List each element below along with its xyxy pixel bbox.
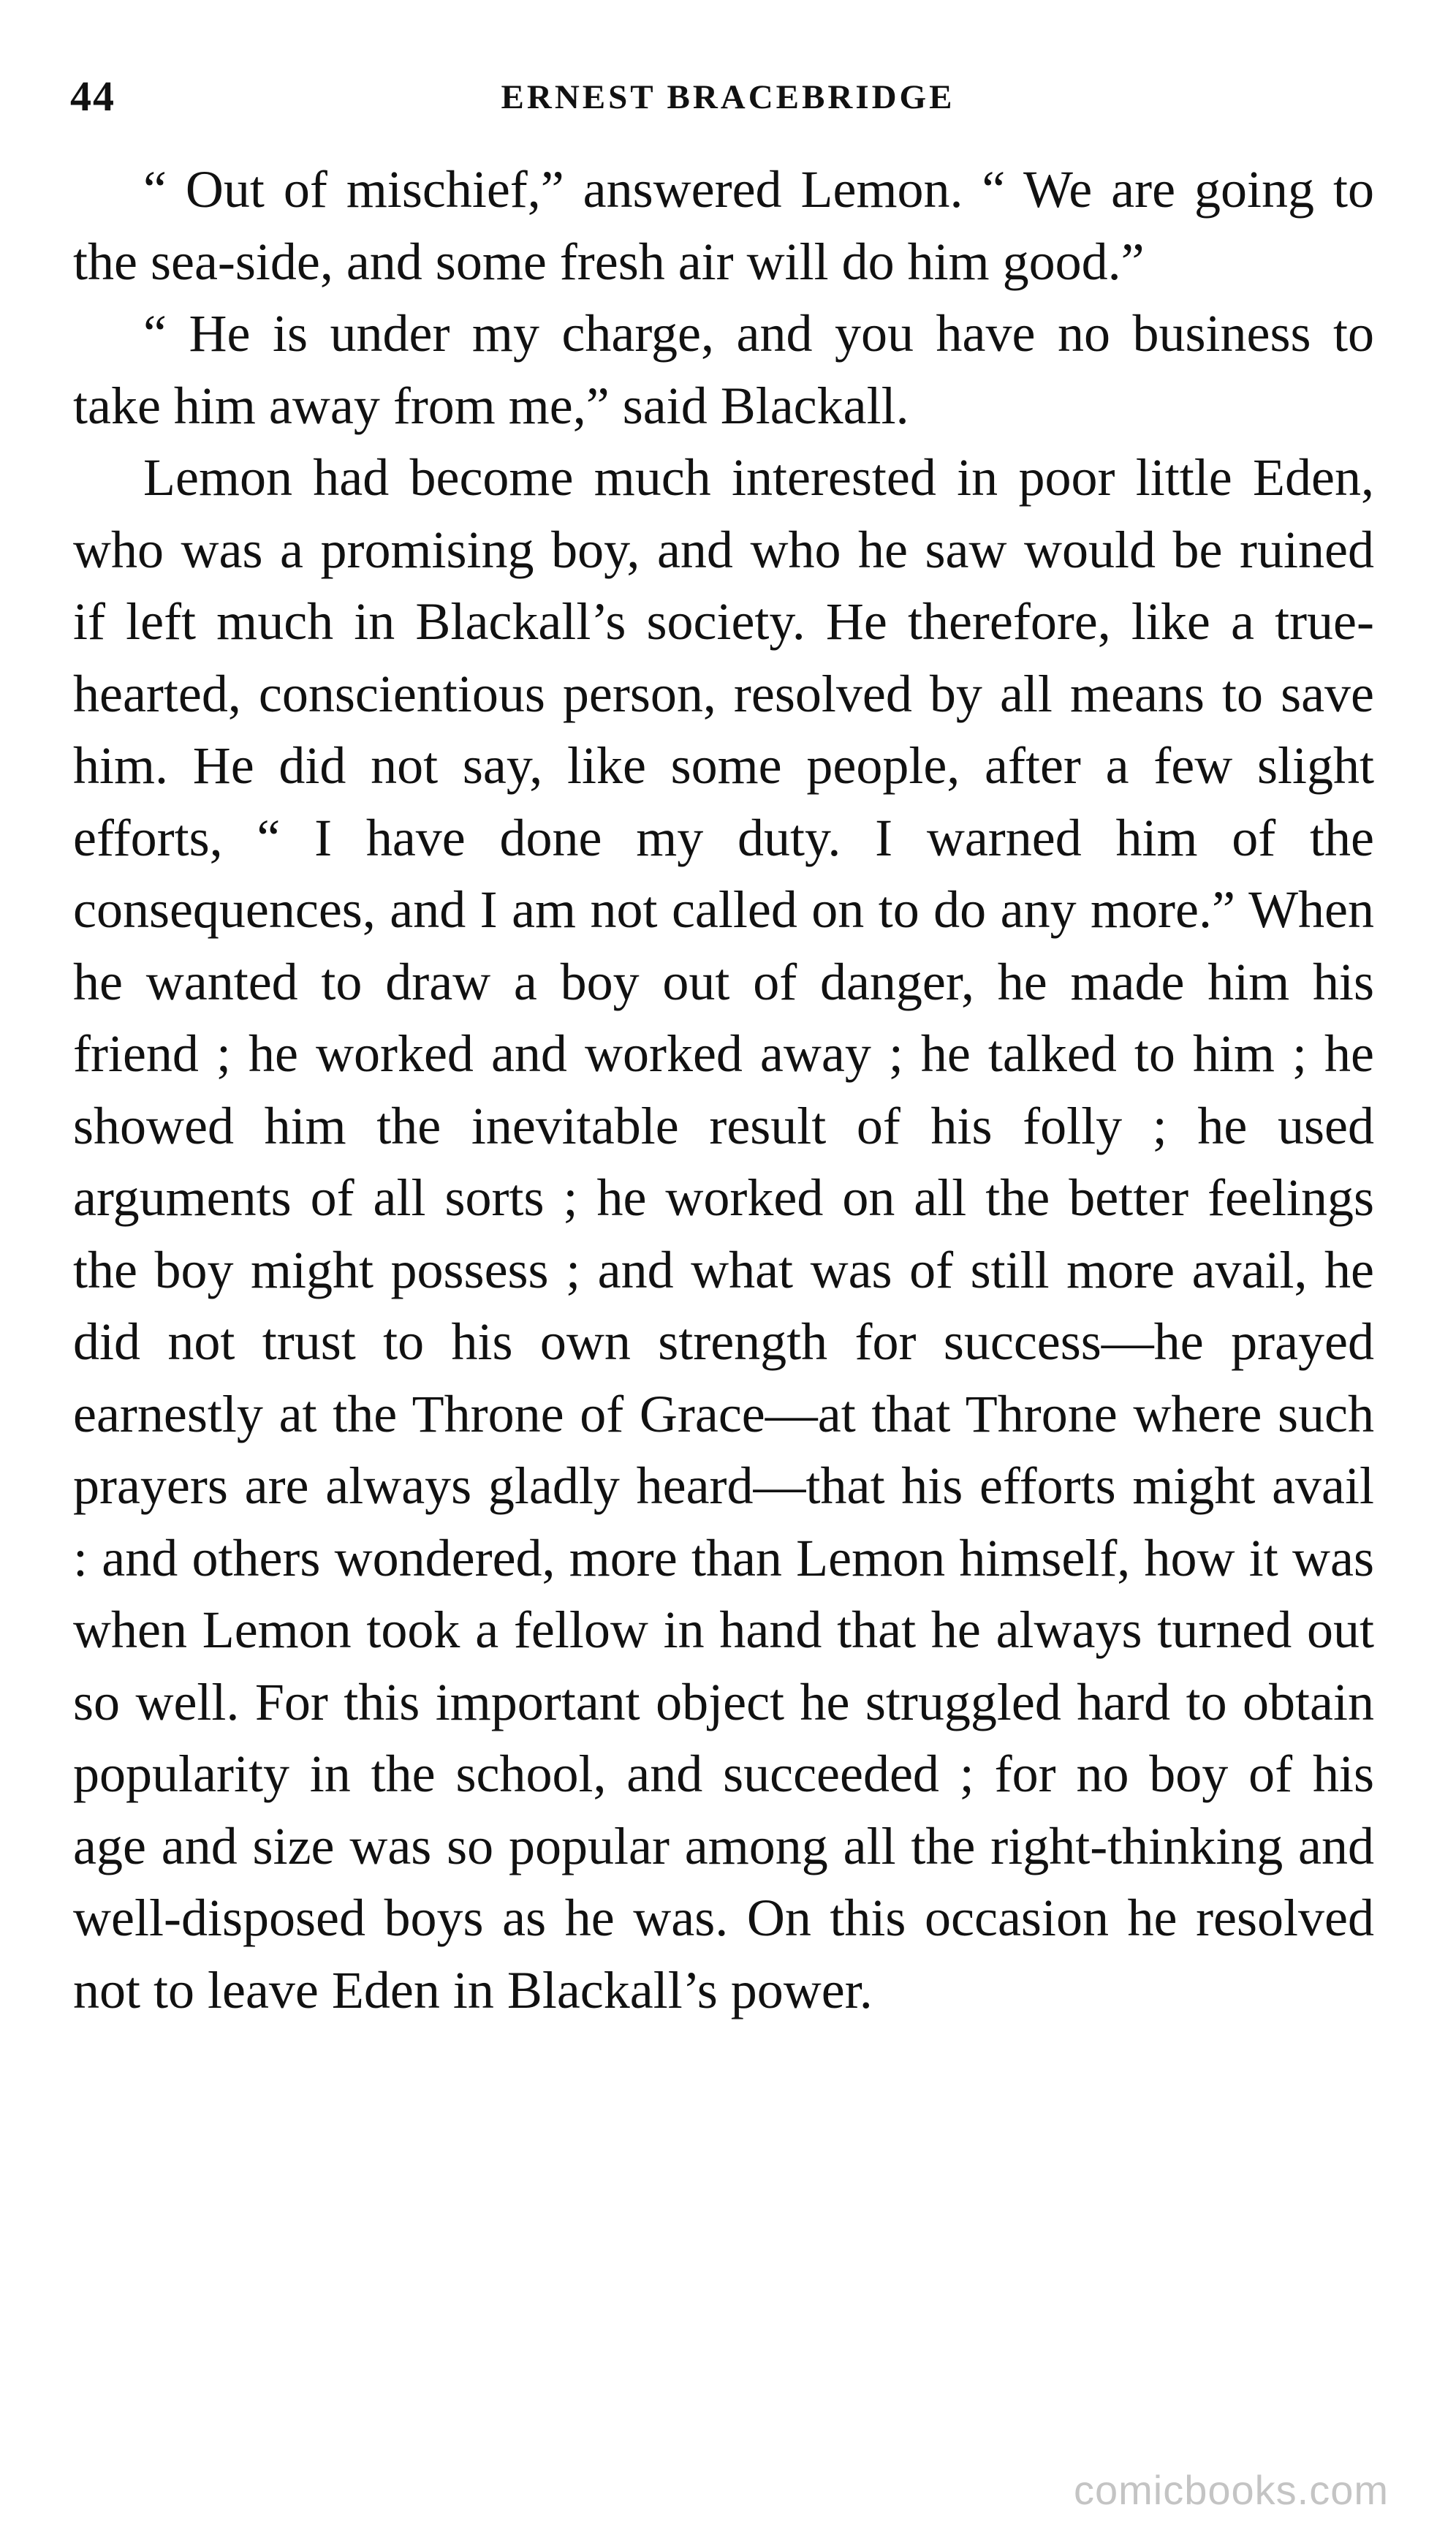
page-header: [70, 72, 1386, 130]
body-text: [73, 154, 1374, 2026]
page-number: 44: [70, 72, 115, 120]
watermark: comicbooks.com: [1073, 2467, 1389, 2513]
paragraph-2: “ He is under my charge, and you have no business to take him away from me,” said Blackall.: [73, 304, 1374, 435]
paragraph-3: Lemon had become much interested in poor little Eden, who was a promising boy, and who he saw would be ruined if left much in Blackall’s society. He therefore, like a true-hearted, conscientious person, resolved by all means to save him. He did not say, like some people, after a few slight efforts, “ I have done my duty. I warned him of the consequences, and I am not called on to do any more.” When he wanted to draw a boy out of danger, he made him his friend ; he worked and worked away ; he talked to him ; he showed him the inevitable result of his folly ; he used arguments of all sorts ; he worked on all the better feelings the boy might possess ; and what was of still more avail, he did not trust to his own strength for success—he prayed earnestly at the Throne of Grace—at that Throne where such prayers are always gladly heard—that his efforts might avail : and others wondered, more than Lemon himself, how it was when Lemon took a fellow in hand that he always turned out so well. For this important object he struggled hard to obtain popularity in the school, and succeeded ; for no boy of his age and size was so popular among all the right-thinking and well-disposed boys as he was. On this occasion he resolved not to leave Eden in Blackall’s power.: [73, 448, 1374, 2019]
running-head: ERNEST BRACEBRIDGE: [501, 78, 955, 116]
paragraph-1: “ Out of mischief,” answered Lemon. “ We are going to the sea-side, and some fresh air will do him good.”: [73, 160, 1374, 291]
